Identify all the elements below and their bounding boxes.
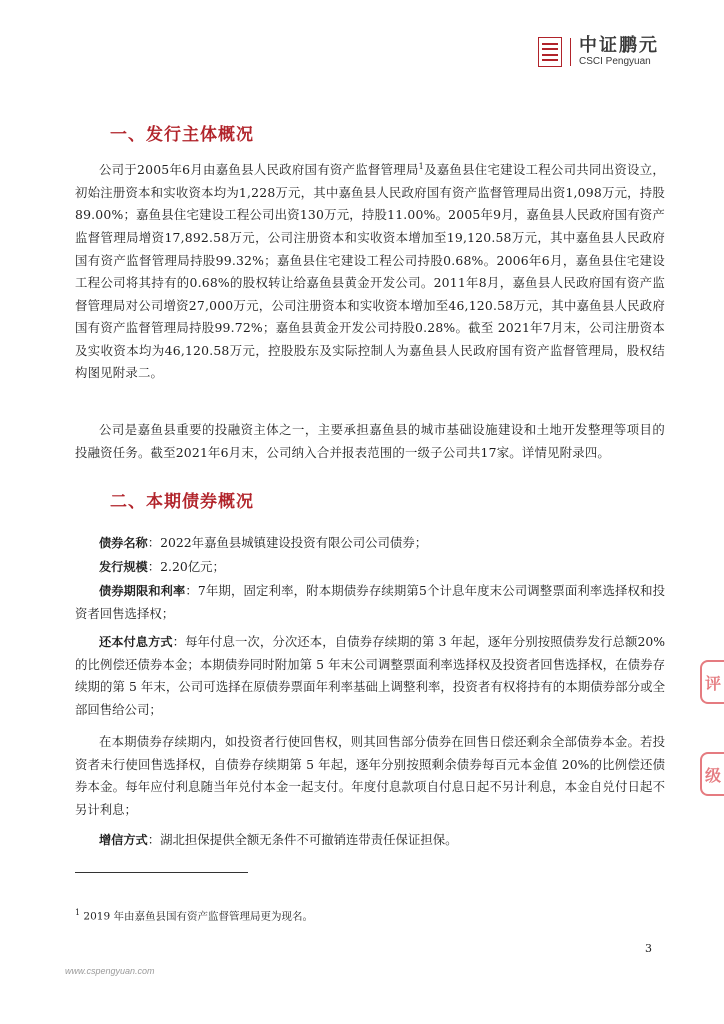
bond-repayment-paragraph-2: 在本期债券存续期内，如投资者行使回售权，则其回售部分债券在回售日偿还剩余全部债券本金。若投资者未行使回售选择权，自债券存续期第 5 年起，逐年分别按照剩余债券每百元本金值 20%的比例偿还债券本金。每年应付利息随当年兑付本金一起支付。年度付息款项自付息日起不另计利息，本金自兑付日起不另计利息； [75,734,665,817]
bond-term-label: 债券期限和利率 [99,584,186,598]
footnote-mark: 1 [75,908,81,917]
brand-name-cn: 中证鹏元 [579,35,659,56]
rating-stamp-top: 评 [700,660,724,704]
bond-guarantee-row [99,829,665,852]
bond-term-value: ：7年期，固定利率，附本期债券存续期第5个计息年度末公司调整票面利率选择权和投资者回售选择权； [75,583,665,621]
footer-website: www.cspengyuan.com [65,966,155,976]
seal-logo-icon [538,37,562,67]
footnote-text: 2019 年由嘉鱼县国有资产监督管理局更为现名。 [80,910,313,923]
bond-repayment-value: ：每年付息一次，分次还本，自债券存续期的第 3 年起，逐年分别按照债券发行总额20%的比例偿还债券本金；本期债券同时附加第 5 年末公司调整票面利率选择权及投资者回售选择权，在债券存续期的第 5 年末，公司可选择在原债券票面年利率基础上调整利率，投资者有权将持有的本期债券部分或全部回售给公司； [75,634,665,717]
footnote [75,908,313,924]
section-title-bond: 二、本期债券概况 [110,492,254,512]
page-number: 3 [645,942,652,955]
issuer-history-paragraph [75,156,665,385]
bond-name-label: 债券名称 [99,536,148,550]
rating-stamp-bottom: 级 [700,752,724,796]
section-title-issuer: 一、发行主体概况 [110,125,254,145]
brand-divider [570,38,571,66]
bond-name-row [99,532,665,555]
brand-text [579,36,659,68]
bond-repayment-label: 还本付息方式 [99,635,173,649]
brand-name-en: CSCI Pengyuan [579,56,651,67]
bond-scale-row [99,556,665,579]
footnote-divider [75,872,248,873]
bond-scale-value: ：2.20亿元； [147,559,225,574]
issuer-history-text-a: 公司于2005年6月由嘉鱼县人民政府国有资产监督管理局 [99,162,419,178]
issuer-business-paragraph: 公司是嘉鱼县重要的投融资主体之一，主要承担嘉鱼县的城市基础设施建设和土地开发整理等项目的投融资任务。截至2021年6月末，公司纳入合并报表范围的一级子公司共17家。详情见附录四。 [75,422,665,460]
bond-repayment-row [75,631,665,721]
bond-scale-label: 发行规模 [99,560,148,574]
footnote-ref: 1 [418,162,424,171]
brand-logo [538,36,659,68]
bond-guarantee-value: ：湖北担保提供全额无条件不可撤销连带责任保证担保。 [147,832,458,847]
issuer-history-text-b: 及嘉鱼县住宅建设工程公司共同出资设立，初始注册资本和实收资本均为1,228万元，其中嘉鱼县人民政府国有资产监督管理局出资1,098万元，持股89.00%；嘉鱼县住宅建设工程公司出资130万元，持股11.00%。2005年9月，嘉鱼县人民政府国有资产监督管理局增资17,892.58万元，公司注册资本和实收资本增加至19,120.58万元，其中嘉鱼县人民政府国有资产监督管理局持股99.32%；嘉鱼县住宅建设工程公司持股0.68%。2006年6月，嘉鱼县住宅建设工程公司将其持有的0.68%的股权转让给嘉鱼县黄金开发公司。2011年8月，嘉鱼县人民政府国有资产监督管理局对公司增资27,000万元，公司注册资本和实收资本增加至46,120.58万元，其中嘉鱼县人民政府国有资产监督管理局持股99.72%；嘉鱼县黄金开发公司持股0.28%。截至 2021年7月末，公司注册资本及实收资本均为46,120.58万元，控股股东及实际控制人为嘉鱼县人民政府国有资产监督管理局，股权结构图见附录二。 [75,162,665,381]
bond-guarantee-label: 增信方式 [99,833,148,847]
bond-name-value: ：2022年嘉鱼县城镇建设投资有限公司公司债券； [147,535,428,550]
bond-term-row [75,580,665,625]
